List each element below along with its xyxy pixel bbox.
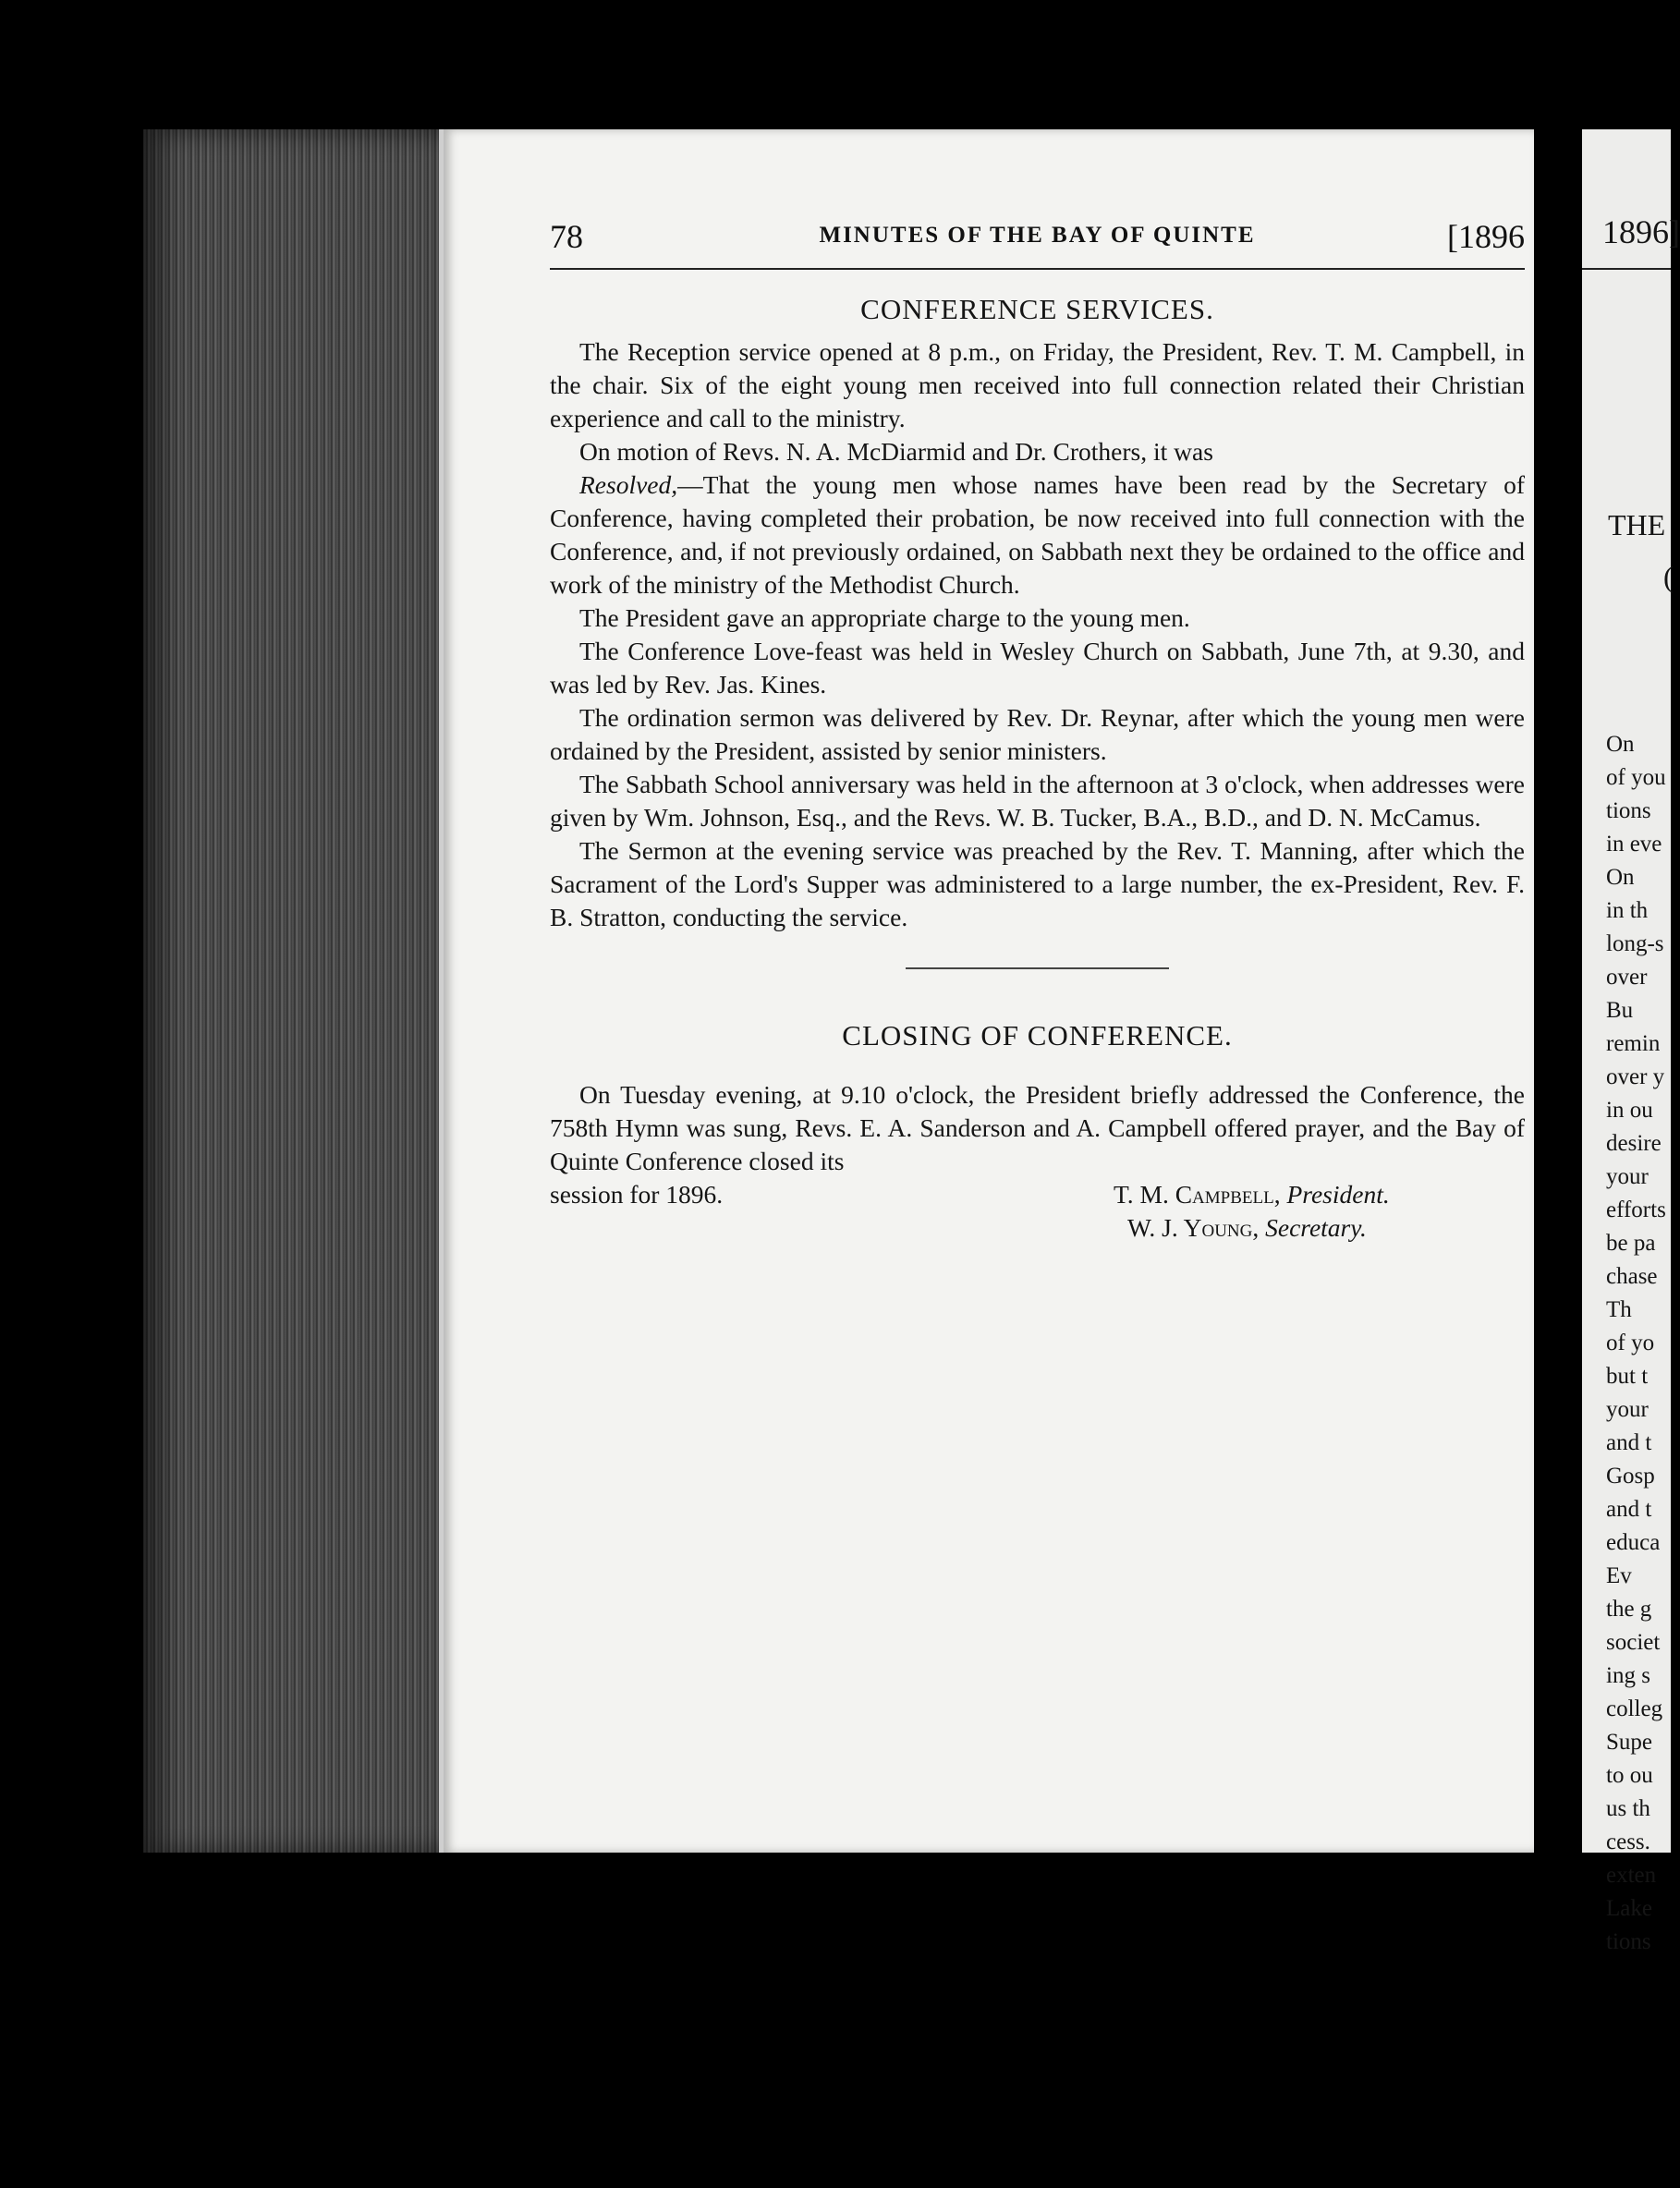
facing-page-line: On [1606, 865, 1635, 890]
facing-page-line: us th [1606, 1796, 1650, 1821]
section-heading-closing: CLOSING OF CONFERENCE. [842, 1019, 1233, 1051]
facing-page-line: remin [1606, 1031, 1661, 1056]
facing-page-line: Gosp [1606, 1464, 1655, 1489]
facing-page-line: Ev [1606, 1563, 1632, 1588]
signature-president [1114, 1178, 1390, 1211]
president-title: President. [1286, 1180, 1390, 1209]
paragraph-love-feast: The Conference Love-feast was held in Wesley Church on Sabbath, June 7th, at 9.30, and was led by Rev. Jas. Kines. [550, 637, 1525, 699]
paragraph-reception: The Reception service opened at 8 p.m., on Friday, the President, Rev. T. M. Campbell, in the chair. Six of the eight young men received into full connection related their Christian experience and call to the ministry. [550, 337, 1525, 432]
facing-page-line: colleg [1606, 1696, 1663, 1721]
facing-page-line: but t [1606, 1364, 1649, 1389]
facing-page-year: 1896] [1602, 213, 1680, 250]
facing-page-line: long-s [1606, 931, 1664, 956]
facing-page-line: tions [1606, 798, 1651, 823]
paragraph-charge: The President gave an appropriate charge to the young men. [579, 603, 1190, 632]
signature-row-president [550, 1178, 1525, 1211]
facing-page-line: to ou [1606, 1763, 1653, 1788]
signature-secretary [1127, 1211, 1367, 1245]
facing-page-line: societ [1606, 1630, 1661, 1655]
facing-page-line: and t [1606, 1497, 1652, 1522]
facing-page-line: in th [1606, 898, 1649, 923]
facing-page-line: and t [1606, 1430, 1652, 1455]
facing-page-fragment [1582, 129, 1680, 1954]
facing-page-line: in eve [1606, 832, 1662, 857]
facing-page-line: Lake [1606, 1896, 1652, 1921]
page-header [550, 217, 1525, 270]
paragraph-motion: On motion of Revs. N. A. McDiarmid and Dr. Crothers, it was [579, 437, 1213, 466]
facing-page-line: your [1606, 1164, 1649, 1189]
facing-page-line: Th [1606, 1297, 1632, 1322]
resolved-label: Resolved, [579, 470, 678, 499]
paragraph-resolution [550, 468, 1525, 602]
facing-page-line: educa [1606, 1530, 1661, 1555]
facing-page-line: over [1606, 965, 1648, 990]
secretary-name: W. J. Young, [1127, 1213, 1260, 1242]
page-number: 78 [550, 218, 583, 255]
facing-page-line: of yo [1606, 1331, 1655, 1355]
closing-final-words: session for 1896. [550, 1180, 724, 1209]
facing-page-mark: ( [1663, 560, 1674, 593]
header-year: [1896 [1447, 218, 1525, 255]
facing-page-line: efforts [1606, 1197, 1666, 1222]
facing-page-line: be pa [1606, 1231, 1656, 1256]
page-body [550, 282, 1525, 1245]
facing-page-line: exten [1606, 1863, 1657, 1888]
paragraph-evening-sermon: The Sermon at the evening service was preached by the Rev. T. Manning, after which the Sacrament of the Lord's Supper was administered to a large number, the ex-President, Rev. F. B. Stratton, conducting the service. [550, 836, 1525, 931]
resolution-text: —That the young men whose names have been read by the Secretary of Conference, having completed their probation, be now received into full connection with the Conference, and, if not previously ordained, on Sabbath next they be ordained to the office and work of the ministry of the Methodist Church. [550, 470, 1525, 599]
facing-page-line: of you [1606, 765, 1666, 790]
facing-page-line: desire [1606, 1131, 1662, 1156]
facing-page-line: chase [1606, 1264, 1658, 1289]
facing-page-line: in ou [1606, 1098, 1653, 1123]
paragraph-sabbath-school: The Sabbath School anniversary was held in the afternoon at 3 o'clock, when addresses were given by Wm. Johnson, Esq., and the Revs. W. B. Tucker, B.A., B.D., and D. N. McCamus. [550, 770, 1525, 832]
running-title: MINUTES OF THE BAY OF QUINTE [819, 223, 1256, 248]
facing-page-line: your [1606, 1397, 1649, 1422]
facing-page-line: ing s [1606, 1663, 1650, 1688]
facing-page-line: the g [1606, 1597, 1652, 1622]
paragraph-ordination: The ordination sermon was delivered by Rev. Dr. Reynar, after which the young men were ordained by the President, assisted by senior ministers. [550, 703, 1525, 765]
facing-page-line: over y [1606, 1064, 1665, 1089]
facing-page-line: Supe [1606, 1730, 1652, 1755]
facing-page-line: cess. [1606, 1829, 1650, 1854]
signature-row-secretary [550, 1211, 1525, 1245]
facing-page-heading: THE [1608, 508, 1666, 541]
paragraph-closing: On Tuesday evening, at 9.10 o'clock, the President briefly addressed the Conference, the 758th Hymn was sung, Revs. E. A. Sanderson and A. Campbell offered prayer, and the Bay of Quinte Conference closed its [550, 1080, 1525, 1175]
section-heading-conference-services: CONFERENCE SERVICES. [860, 293, 1214, 325]
book-page-edges [143, 129, 444, 1853]
facing-page-rule [1582, 268, 1671, 270]
facing-page-line: Bu [1606, 998, 1634, 1023]
facing-page-line: tions [1606, 1929, 1651, 1954]
president-name: T. M. Campbell, [1114, 1180, 1281, 1209]
facing-page-line: On [1606, 732, 1635, 757]
secretary-title: Secretary. [1265, 1213, 1367, 1242]
section-divider [906, 967, 1169, 969]
left-page [444, 129, 1534, 1853]
facing-page-lines [1606, 728, 1666, 1959]
